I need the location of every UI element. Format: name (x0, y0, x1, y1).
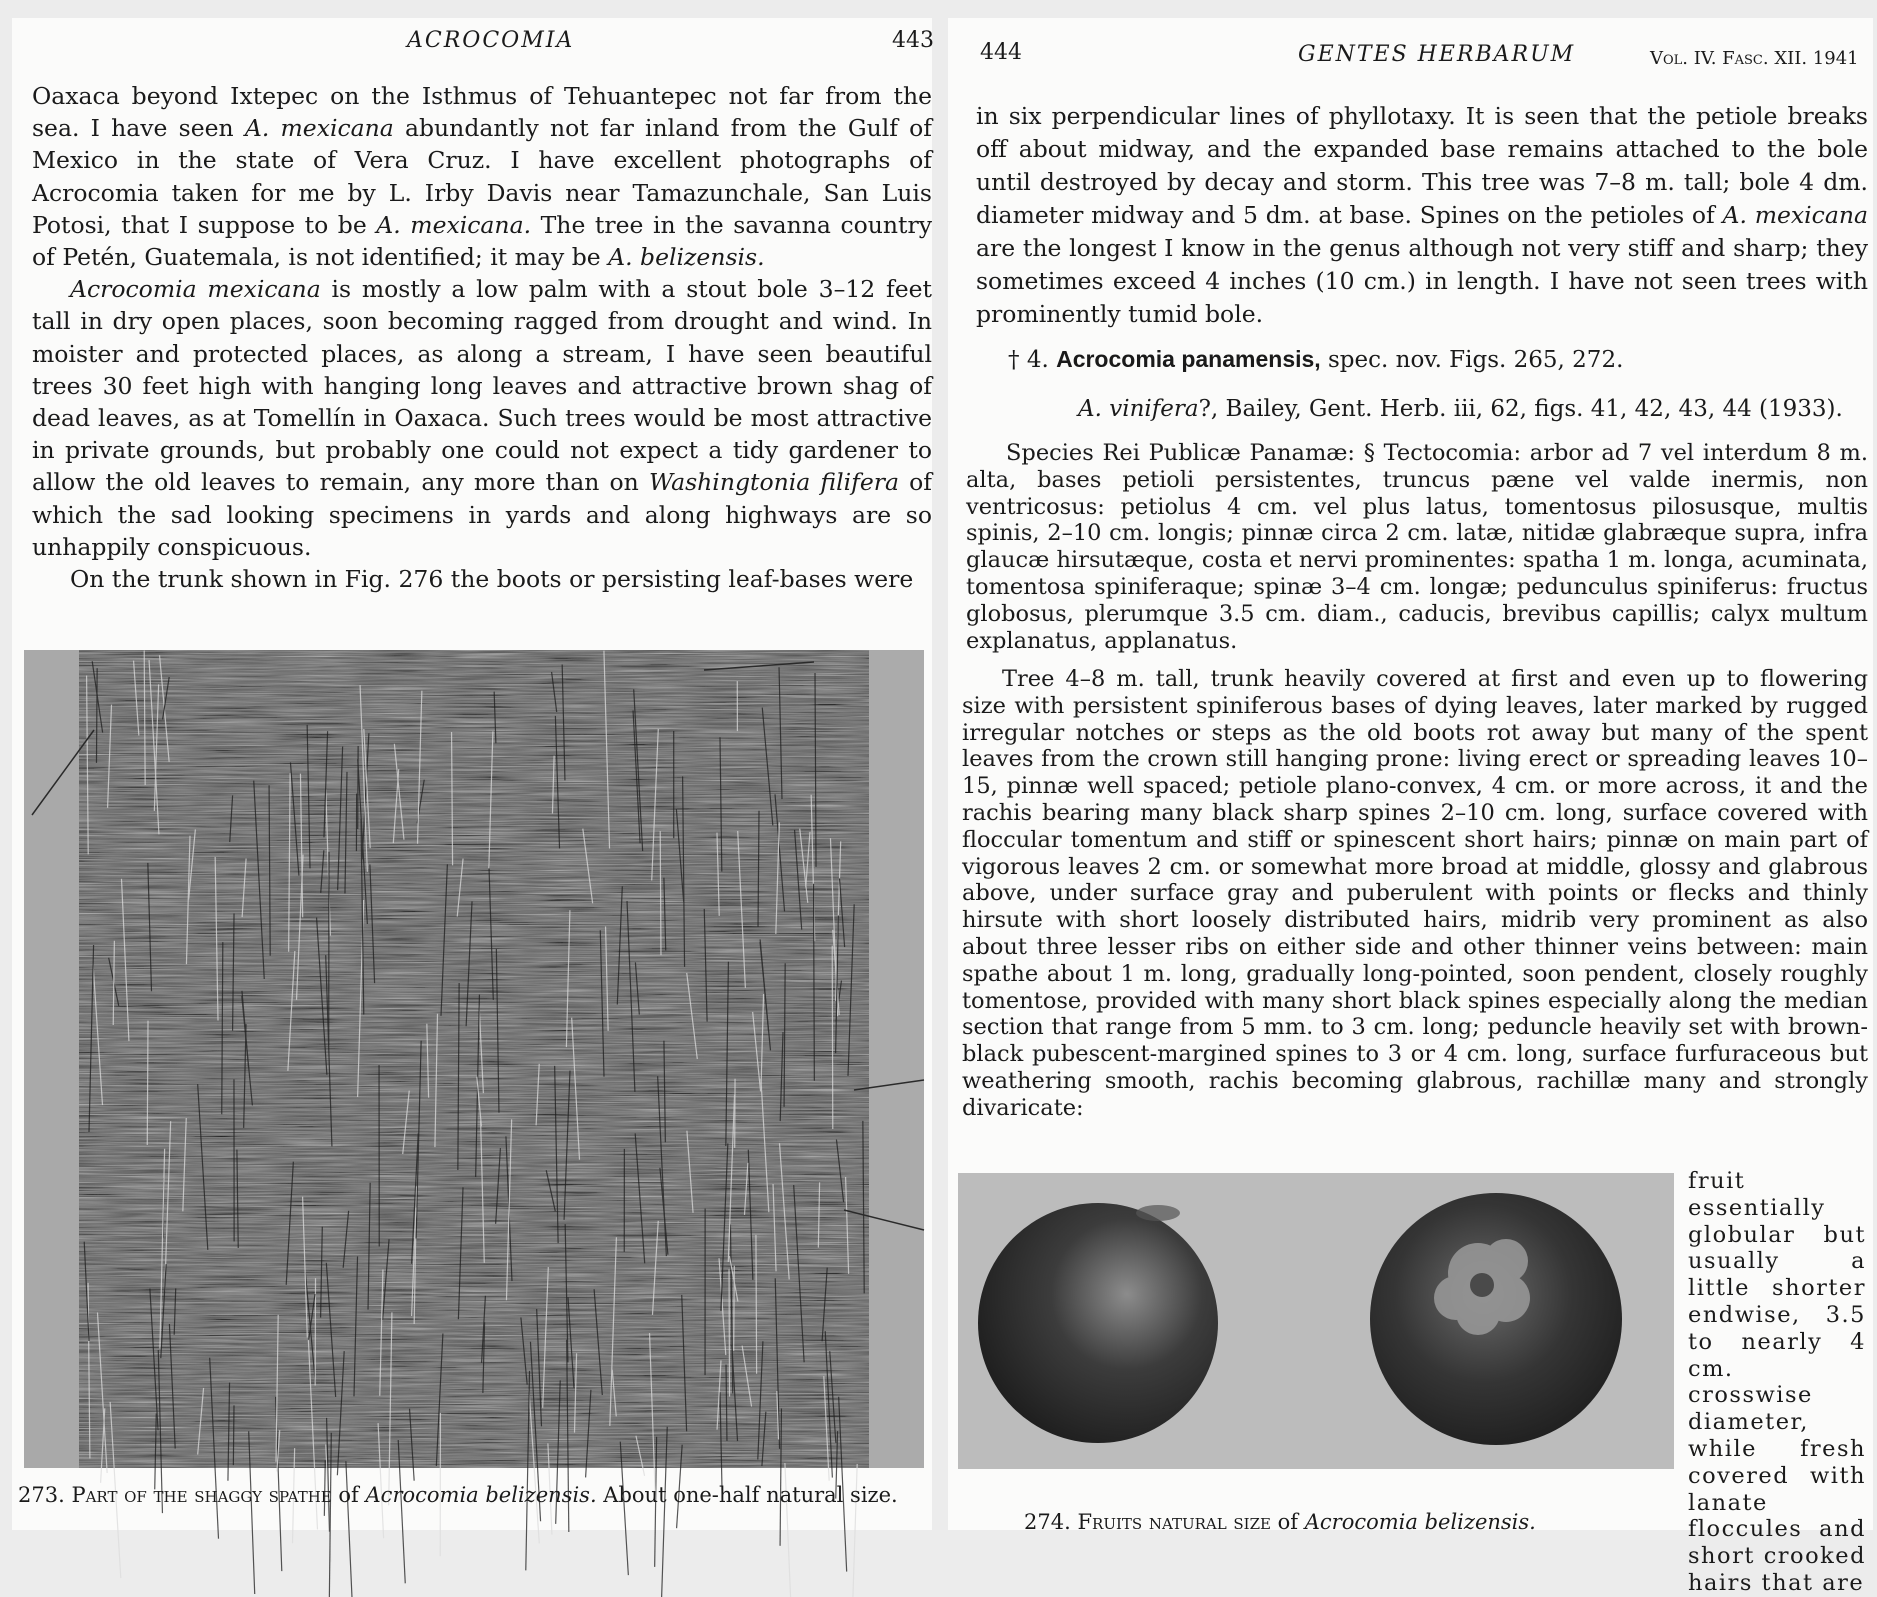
running-head-left: ACROCOMIA (407, 28, 574, 53)
running-head-right: GENTES HERBARUM (1298, 42, 1575, 67)
italic-run: Washingtonia filifera (649, 468, 899, 496)
text-run: Oaxaca beyond Ixtepec on the Isthmus of Tehuantepec not far from the sea. I have seen (32, 82, 932, 142)
spathe-texture (24, 650, 924, 1468)
figure-274-caption: 274. Fruits natural size of Acrocomia belizensis. (1024, 1510, 1536, 1534)
italic-run: A. mexicana (1723, 201, 1868, 229)
fruit-side-view (978, 1203, 1218, 1443)
figure-274-fruits-photo (958, 1173, 1674, 1469)
page-number-left: 443 (892, 28, 934, 53)
text-run: of which the sad looking specimens in yards and along highways are so unhappily conspicuous. (32, 468, 932, 560)
paragraph (32, 273, 932, 563)
paragraph (32, 80, 932, 273)
paragraph (32, 563, 932, 595)
italic-run: Acrocomia mexicana (70, 275, 321, 303)
latin-description: Species Rei Publicæ Panamæ: § Tectocomia: arbor ad 7 vel interdum 8 m. alta, bases petioli persistentes, truncus pæne vel valde inermis, non ventricosus: petiolus 4 cm. vel plus latus, tomentosus pilosusque, multis spinis, 2–10 cm. longis; pinnæ circa 2 cm. latæ, nitidæ glabræque supra, infra glaucæ hirsutæque, costa et nervi prominentes: spatha 1 m. longa, acuminata, tomentosa spiniferaque; spinæ 3–4 cm. longæ; pedunculus spiniferus: fructus globosus, plerumque 3.5 cm. diam., caducis, brevibus capillis; calyx multum explanatus, applanatus. (966, 440, 1868, 654)
figure-273-spathe-photo (24, 650, 924, 1468)
italic-run: A. mexicana (245, 114, 394, 142)
text-run: abundantly not far inland from the Gulf of Mexico in the state of Vera Cruz. I have excellent photographs of Acrocomia taken for me by L. Irby Davis near Tamazunchale, San Luis Potosi, that I suppose to be (32, 114, 932, 239)
text-run: are the longest I know in the genus although not very stiff and sharp; they sometimes exceed 4 inches (10 cm.) in length. I have not seen trees with prominently tumid bole. (976, 234, 1868, 328)
italic-run: A. mexicana. (376, 211, 531, 239)
synonym-line (1078, 396, 1843, 422)
english-description: Tree 4–8 m. tall, trunk heavily covered at first and even up to flowering size with persistent spiniferous bases of dying leaves, later marked by rugged irregular notches or steps as the old boots rot away but many of the spent leaves from the crown still hanging prone: living erect or spreading leaves 10–15, pinnæ well spaced; petiole plano-convex, 4 cm. or more across, it and the rachis bearing many black sharp spines 2–10 cm. long, surface covered with floccular tomentum and stiff or spinescent short hairs; pinnæ on main part of vigorous leaves 2 cm. or somewhat more broad at middle, glossy and glabrous above, under surface gray and puberulent with points or flecks and thinly hirsute with short loosely distributed hairs, midrib very prominent as also about three lesser ribs on either side and other thinner veins between: main spathe about 1 m. long, gradually long-pointed, soon pendent, closely roughly tomentose, provided with many short black spines especially along the median section that range from 5 mm. to 3 cm. long; peduncle heavily set with brown-black pubescent-margined spines to 3 or 4 cm. long, surface furfuraceous but weathering smooth, rachis becoming glabrous, rachillæ many and strongly divaricate: (962, 666, 1868, 1122)
italic-run: A. belizensis. (608, 243, 764, 271)
italic-run: A. vinifera (1078, 396, 1199, 422)
page-number-right: 444 (980, 40, 1022, 65)
fruits-image (958, 1173, 1674, 1469)
left-body-text (32, 80, 932, 595)
text-run: ?, Bailey, Gent. Herb. iii, 62, figs. 41, 42, 43, 44 (1933). (1199, 396, 1843, 422)
right-page (948, 18, 1873, 1530)
species-heading: † 4. Acrocomia panamensis, spec. nov. Figs. 265, 272. (1008, 346, 1623, 373)
paragraph (976, 100, 1868, 331)
text-run: is mostly a low palm with a stout bole 3–12 feet tall in dry open places, soon becoming ragged from drought and wind. In moister and protected places, as along a stream, I have seen beautiful trees 30 feet high with hanging long leaves and attractive brown shag of dead leaves, as at Tomellín in Oaxaca. Such trees would be most attractive in private grounds, but probably one could not expect a tidy gardener to allow the old leaves to remain, any more than on (32, 275, 932, 496)
left-page (12, 18, 932, 1530)
volume-info: Vol. IV. Fasc. XII. 1941 (1650, 48, 1859, 69)
text-run: On the trunk shown in Fig. 276 the boots or persisting leaf-bases were (70, 565, 913, 593)
text-run: The tree in the savanna country of Petén, Guatemala, is not identified; it may be (32, 211, 932, 271)
narrow-column-text: fruit essentially globular but usually a little shorter endwise, 3.5 to nearly 4 cm. crosswise diameter, while fresh covered with lanate floccules and short crooked hairs that are (1688, 1168, 1866, 1597)
figure-273-caption: 273. Part of the shaggy spathe of Acrocomia belizensis. About one-half natural size. (18, 1483, 898, 1507)
continued-paragraph (976, 100, 1868, 331)
text-run: in six perpendicular lines of phyllotaxy. It is seen that the petiole breaks off about midway, and the expanded base remains attached to the bole until destroyed by decay and storm. This tree was 7–8 m. tall; bole 4 dm. diameter midway and 5 dm. at base. Spines on the petioles of (976, 102, 1868, 229)
